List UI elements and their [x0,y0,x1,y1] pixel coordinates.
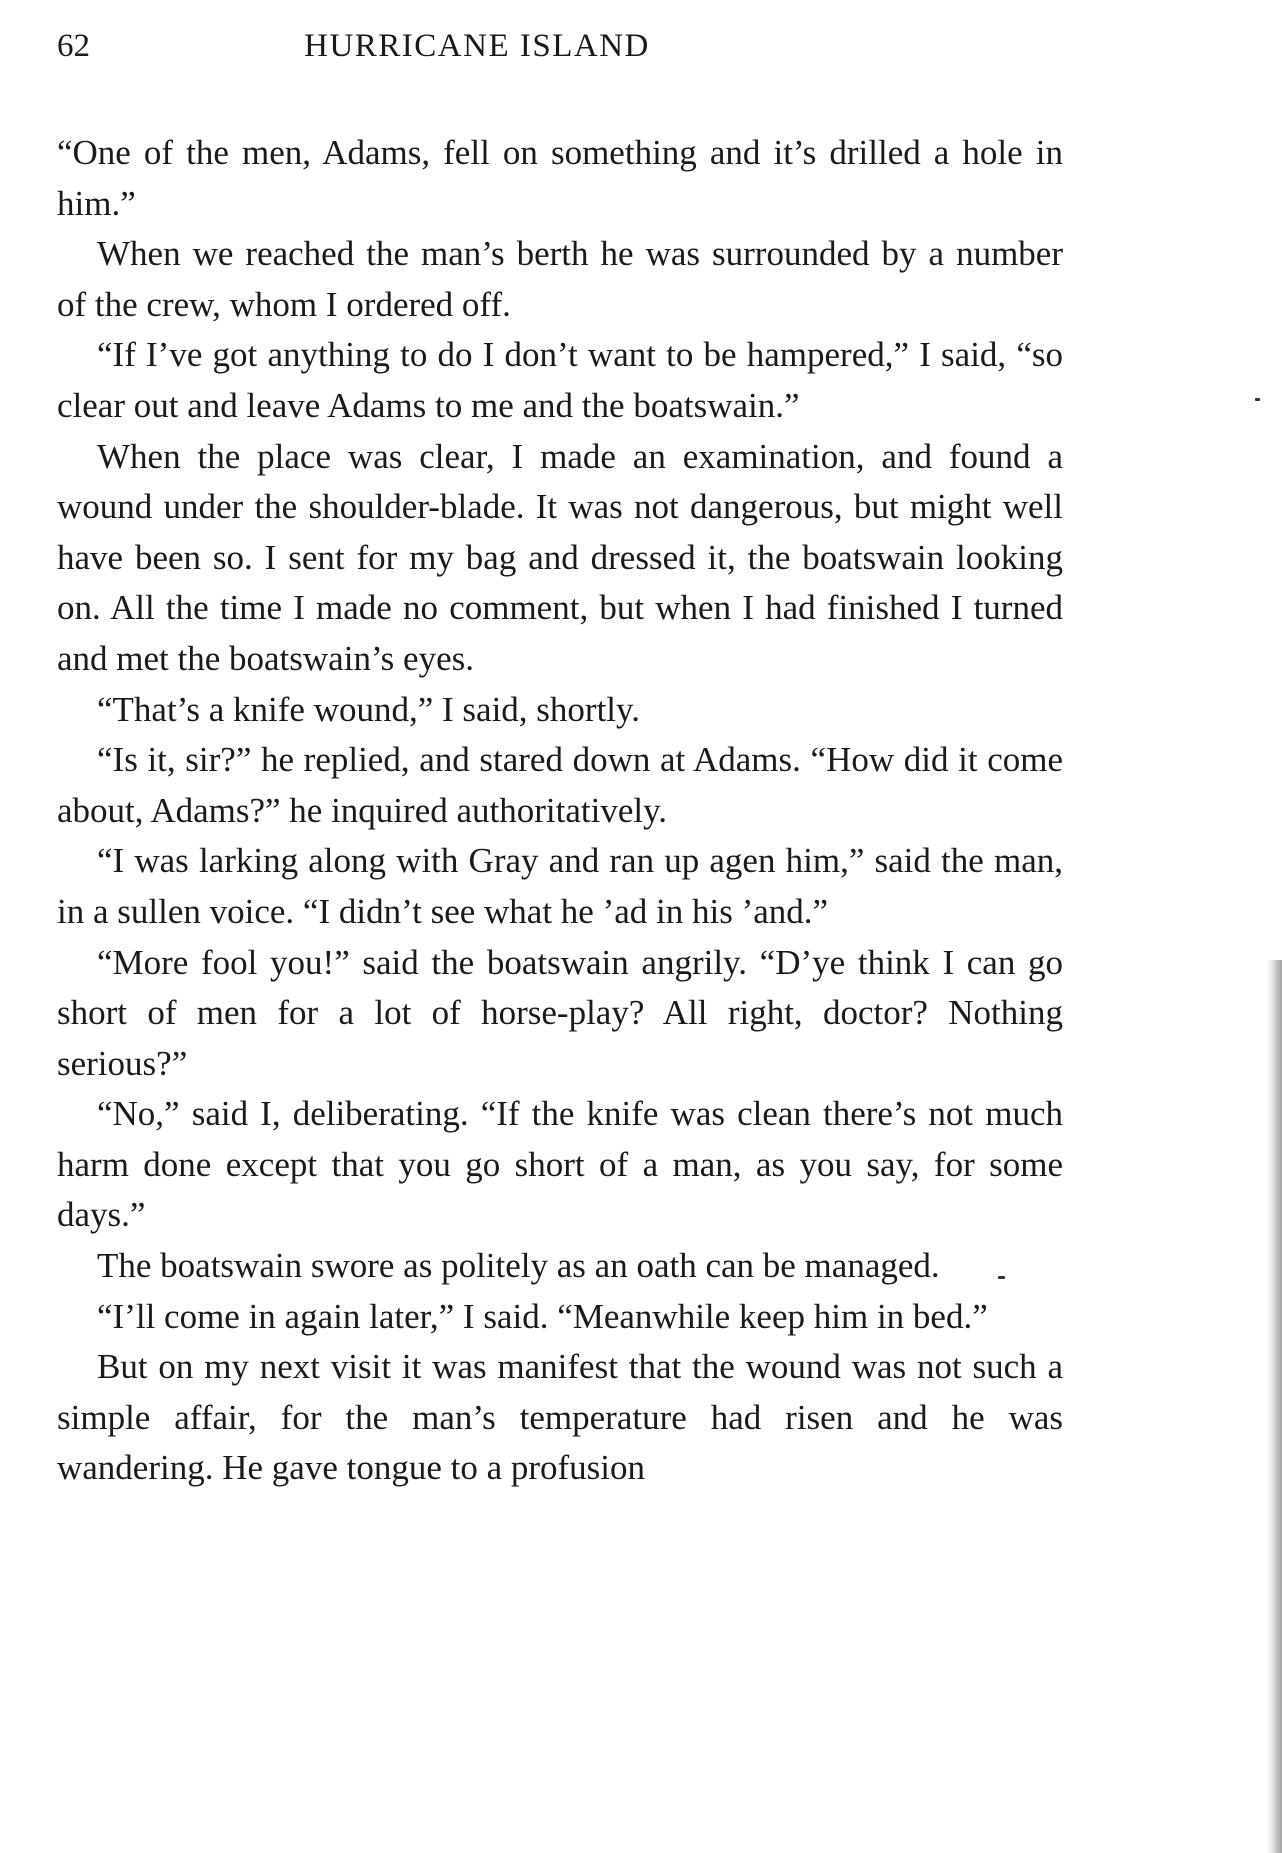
page-number: 62 [57,28,90,64]
book-title: HURRICANE ISLAND [304,28,650,64]
paragraph: “No,” said I, deliberating. “If the knife was clean there’s not much harm done except that you go short of a man, as you say, for some days.” [57,1094,1063,1235]
scan-speck [1255,398,1260,401]
paragraph: “One of the men, Adams, fell on something and it’s drilled a hole in him.” [57,133,1063,223]
page-edge-shadow [1266,960,1282,1853]
scan-speck [998,1276,1005,1279]
paragraph: But on my next visit it was manifest that the wound was not such a simple affair, for the man’s temperature had risen and he was wandering. He gave tongue to a profusion [57,1347,1063,1488]
paragraph: When we reached the man’s berth he was surrounded by a number of the crew, whom I ordered off. [57,234,1063,324]
paragraph: “If I’ve got anything to do I don’t want to be hampered,” I said, “so clear out and leave Adams to me and the boatswain.” [57,335,1063,425]
running-head [57,28,1067,74]
paragraph: “That’s a knife wound,” I said, shortly. [97,689,641,729]
paragraph: When the place was clear, I made an examination, and found a wound under the shoulder-blade. It was not dangerous, but might well have been so. I sent for my bag and dressed it, the boatswain looking on. All the time I made no comment, but when I had finished I turned and met the boatswain’s eyes. [57,436,1063,678]
paragraph: “Is it, sir?” he replied, and stared down at Adams. “How did it come about, Adams?” he inquired authoritatively. [57,740,1063,830]
paragraph: “I was larking along with Gray and ran up agen him,” said the man, in a sullen voice. “I didn’t see what he ’ad in his ’and.” [57,841,1063,931]
paragraph: The boatswain swore as politely as an oath can be managed. [97,1246,940,1286]
body-text [57,128,1063,1494]
paragraph: “More fool you!” said the boatswain angrily. “D’ye think I can go short of men for a lot of horse-play? All right, doctor? Nothing serious?” [57,942,1063,1083]
paragraph: “I’ll come in again later,” I said. “Meanwhile keep him in bed.” [97,1296,988,1336]
